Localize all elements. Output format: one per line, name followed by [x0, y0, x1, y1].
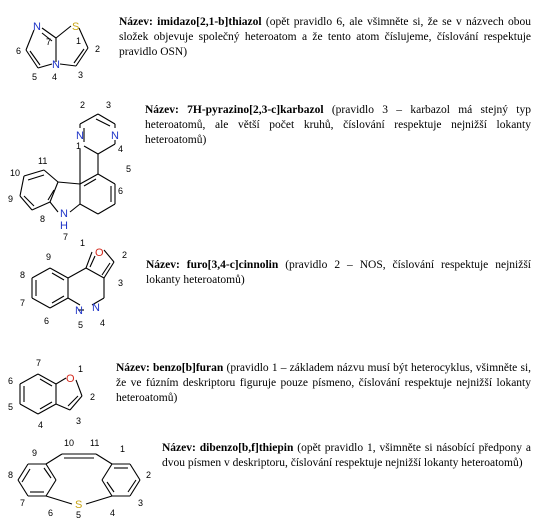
structure-imidazothiazole — [0, 8, 110, 82]
locant-5: 5 — [8, 402, 14, 412]
locant-5: 5 — [32, 72, 38, 82]
locant-7: 7 — [63, 232, 69, 242]
compound-note: (pravidlo 2 – NOS, číslování respektuje nejnižší lokanty heteroatomů) — [146, 259, 531, 286]
compound-note: (opět pravidlo 1, všimněte si násobící předpony a dvou písmen v deskriptoru, číslování respektuje nejnižší lokanty heteroatomů) — [162, 442, 532, 469]
locant-5: 5 — [76, 510, 82, 520]
label-nazev: Název: — [145, 104, 179, 116]
structure-furocinnoline — [0, 238, 140, 348]
locant-8: 8 — [20, 270, 26, 280]
locant-5: 5 — [126, 164, 132, 174]
locant-4: 4 — [118, 144, 124, 154]
locant-4: 4 — [110, 508, 116, 518]
label-nazev: Název: — [146, 259, 180, 271]
locant-6: 6 — [16, 46, 22, 56]
structure-dibenzothiepin — [0, 434, 160, 522]
atom-N7: N — [60, 208, 68, 220]
locant-11: 11 — [90, 438, 100, 448]
locant-3: 3 — [118, 278, 124, 288]
atom-O: O — [66, 373, 75, 385]
dibenzothiepin-svg — [0, 434, 160, 522]
locant-6: 6 — [118, 186, 124, 196]
compound-note: (pravidlo 3 – karbazol má stejný typ heteroatomů, ale větší počet kruhů, číslování respektuje nejnižší lokanty heteroatomů) — [145, 104, 532, 146]
locant-8: 8 — [8, 470, 14, 480]
compound-note: (pravidlo 1 – základem názvu musí být heterocyklus, všimněte si, že ve fúzním deskriptoru figuruje pouze písmeno, číslování respektuje nejnižší lokanty heteroatomů) — [116, 362, 532, 404]
locant-1: 1 — [76, 141, 82, 151]
locant-3: 3 — [138, 498, 144, 508]
label-nazev: Název: — [119, 16, 153, 28]
imidazothiazole-svg — [0, 8, 110, 82]
description-imidazothiazole — [119, 15, 531, 60]
compound-name: 7H-pyrazino[2,3-c]karbazol — [187, 104, 324, 116]
structure-pyrazinocarbazole — [0, 94, 140, 242]
locant-5: 5 — [78, 320, 84, 330]
locant-3: 3 — [78, 70, 84, 80]
locant-1: 1 — [78, 364, 84, 374]
locant-1: 1 — [76, 36, 82, 46]
atom-N4: N — [111, 130, 119, 142]
locant-2: 2 — [95, 44, 101, 54]
description-benzofuran — [116, 361, 531, 406]
compound-name: benzo[b]furan — [153, 362, 224, 374]
locant-9: 9 — [8, 194, 14, 204]
structure-benzofuran — [0, 352, 110, 432]
atom-O: O — [95, 247, 104, 259]
description-dibenzothiepin — [162, 441, 531, 471]
locant-7: 7 — [36, 358, 42, 368]
locant-1: 1 — [80, 238, 86, 248]
locant-2: 2 — [146, 470, 152, 480]
compound-note: (opět pravidlo 6, ale všimněte si, že se v názvech obou složek objevuje společný heteroatom a že tento atom číslujeme, číslování respektuje pravidlo OSN) — [119, 16, 532, 58]
locant-6: 6 — [44, 316, 50, 326]
atom-N4: N — [52, 59, 60, 71]
locant-8: 8 — [40, 214, 46, 224]
atom-N1: N — [76, 130, 84, 142]
locant-9: 9 — [32, 448, 38, 458]
locant-7: 7 — [46, 37, 52, 47]
locant-4: 4 — [38, 420, 44, 430]
description-furocinnoline — [146, 258, 531, 288]
locant-2: 2 — [80, 100, 86, 110]
atom-N7: N — [33, 21, 41, 33]
compound-name: furo[3,4-c]cinnolin — [186, 259, 279, 271]
locant-7: 7 — [20, 298, 26, 308]
compound-name: imidazo[2,1-b]thiazol — [157, 16, 262, 28]
locant-6: 6 — [8, 376, 14, 386]
locant-9: 9 — [46, 252, 52, 262]
locant-7: 7 — [20, 498, 26, 508]
locant-10: 10 — [64, 438, 75, 448]
benzofuran-svg — [0, 352, 110, 432]
label-nazev: Název: — [116, 362, 150, 374]
locant-6: 6 — [48, 508, 54, 518]
locant-11: 11 — [38, 156, 48, 166]
description-pyrazinocarbazole — [145, 103, 531, 148]
label-nazev: Název: — [162, 442, 196, 454]
atom-N5: N — [75, 305, 83, 317]
atom-S: S — [75, 499, 83, 511]
locant-2: 2 — [122, 250, 128, 260]
pyrazinocarbazole-svg — [0, 94, 140, 242]
locant-3: 3 — [76, 416, 82, 426]
locant-10: 10 — [10, 168, 21, 178]
atom-N4: N — [92, 302, 100, 314]
compound-name: dibenzo[b,f]thiepin — [199, 442, 294, 454]
locant-4: 4 — [100, 318, 106, 328]
atom-S: S — [72, 21, 80, 33]
atom-H: H — [60, 220, 68, 232]
locant-4: 4 — [52, 72, 58, 82]
locant-3: 3 — [106, 100, 112, 110]
furocinnoline-svg — [0, 238, 140, 348]
locant-2: 2 — [90, 392, 96, 402]
locant-1: 1 — [120, 444, 126, 454]
